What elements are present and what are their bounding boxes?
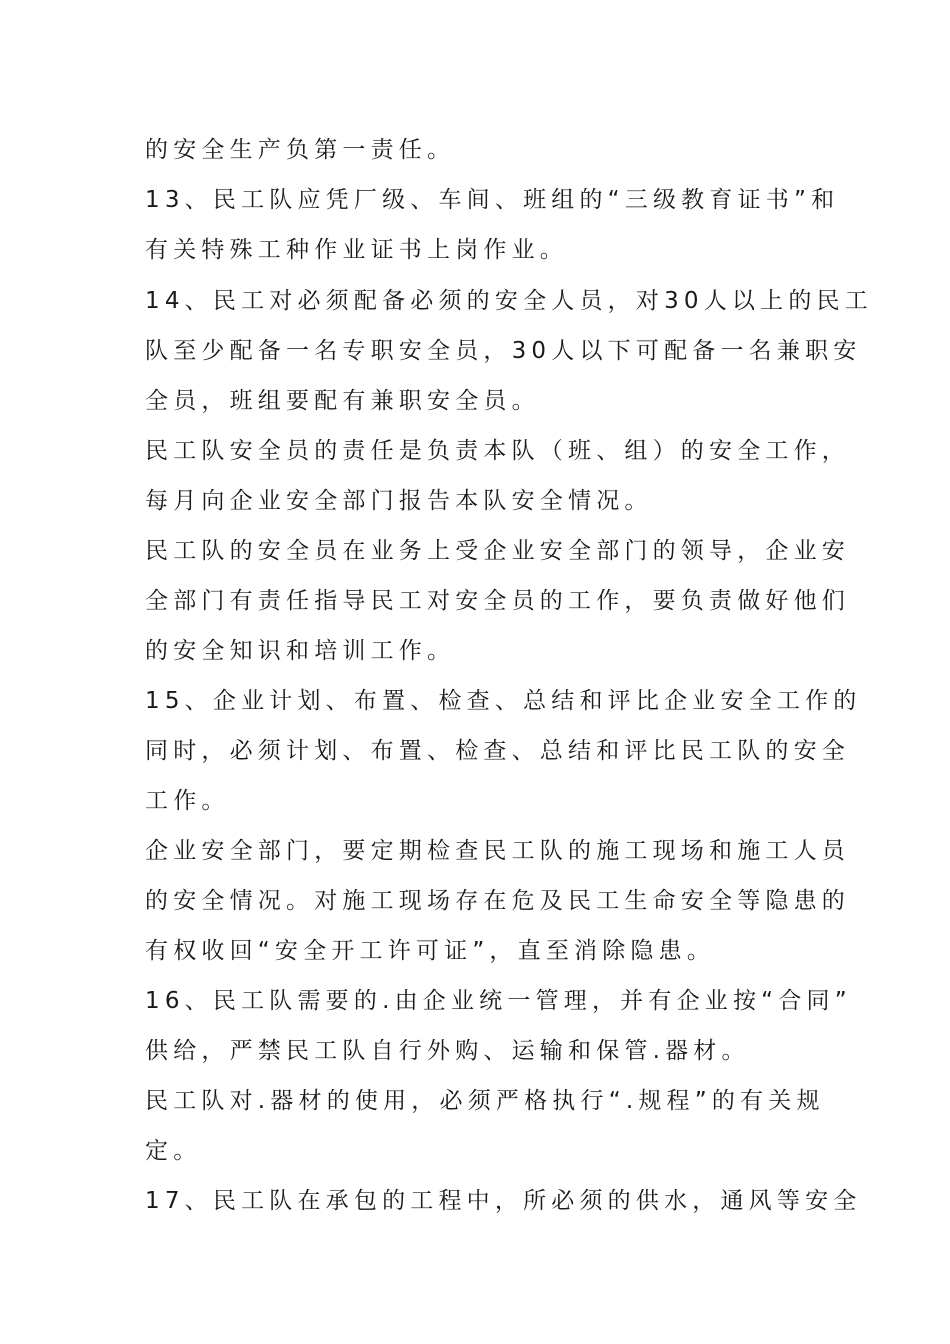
text-line: 全部门有责任指导民工对安全员的工作，要负责做好他们 [145,588,850,614]
text-line: 13、民工队应凭厂级、车间、班组的“三级教育证书”和 [145,187,840,213]
text-line: 全员，班组要配有兼职安全员。 [145,388,540,414]
text-line: 同时，必须计划、布置、检查、总结和评比民工队的安全 [145,738,850,764]
text-line: 民工队安全员的责任是负责本队（班、组）的安全工作， [145,438,850,464]
text-line: 的安全情况。对施工现场存在危及民工生命安全等隐患的 [145,888,850,914]
text-line: 队至少配备一名专职安全员，30人以下可配备一名兼职安 [145,338,862,364]
text-line: 企业安全部门，要定期检查民工队的施工现场和施工人员 [145,838,850,864]
text-line: 定。 [145,1138,202,1164]
text-line: 15、企业计划、布置、检查、总结和评比企业安全工作的 [145,688,862,714]
text-line: 的安全知识和培训工作。 [145,638,456,664]
text-line: 每月向企业安全部门报告本队安全情况。 [145,488,653,514]
text-line: 17、民工队在承包的工程中，所必须的供水，通风等安全 [145,1188,862,1214]
text-line: 供给，严禁民工队自行外购、运输和保管.器材。 [145,1038,750,1064]
text-line: 16、民工队需要的.由企业统一管理，并有企业按“合同” [145,988,852,1014]
text-line: 工作。 [145,788,230,814]
text-line: 14、民工对必须配备必须的安全人员，对30人以上的民工 [145,288,873,314]
text-line: 有权收回“安全开工许可证”，直至消除隐患。 [145,938,716,964]
text-line: 有关特殊工种作业证书上岗作业。 [145,237,568,263]
text-line: 民工队对.器材的使用，必须严格执行“.规程”的有关规 [145,1088,825,1114]
text-line: 的安全生产负第一责任。 [145,137,456,163]
text-line: 民工队的安全员在业务上受企业安全部门的领导，企业安 [145,538,850,564]
